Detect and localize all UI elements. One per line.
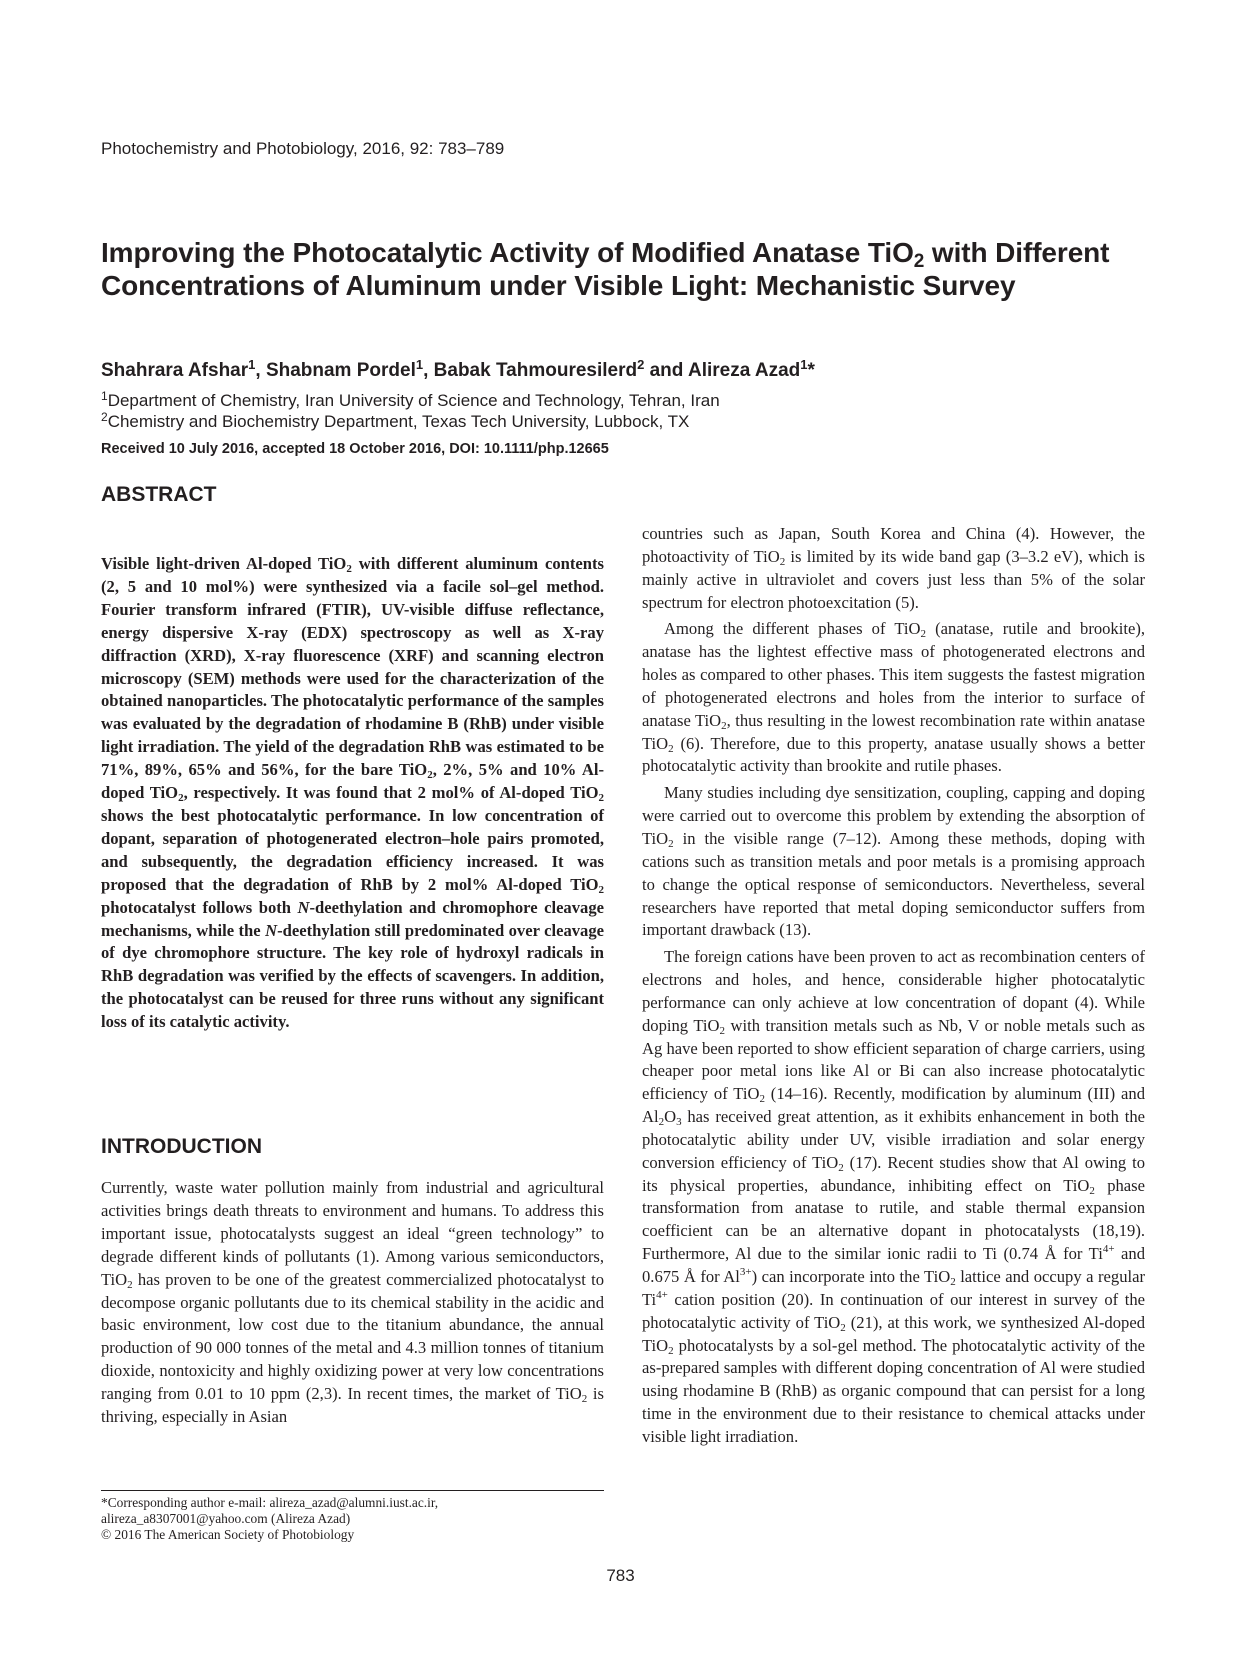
abstract-heading: ABSTRACT bbox=[101, 483, 217, 506]
paragraph: Among the different phases of TiO$_2$ (anatase, rutile and brookite), anatase has the lightest effective mass of photogenerated electrons and holes as compared to other phases. This item suggests the fastest migration of photogenerated electrons and holes from the interior to surface of anatase TiO$_2$, thus resulting in the lowest recombination rate within anatase TiO$_2$ (6). Therefore, due to this property, anatase usually shows a better photocatalytic activity than brookite and rutile phases. bbox=[642, 619, 1145, 776]
title-block bbox=[101, 236, 1141, 302]
corresponding-author-footnote bbox=[101, 1495, 604, 1544]
author-name: Shahrara Afshar bbox=[101, 360, 249, 381]
paragraph: countries such as Japan, South Korea and China (4). However, the photoactivity of TiO$_2$ is limited by its wide band gap (3–3.2 eV), which is mainly active in ultraviolet and covers just less than 5% of the solar spectrum for electron photoexcitation (5). bbox=[642, 524, 1145, 612]
paragraph: Many studies including dye sensitization, coupling, capping and doping were carried out to overcome this problem by extending the absorption of TiO$_2$ in the visible range (7–12). Among these methods, doping with cations such as transition metals and poor metals is a promising approach to change the optical response of semiconductors. Nevertheless, several researchers have reported that metal doping semiconductor suffers from important drawback (13). bbox=[642, 783, 1145, 940]
introduction-heading: INTRODUCTION bbox=[101, 1135, 262, 1158]
author-name: Alireza Azad bbox=[687, 360, 801, 381]
journal-citation: Photochemistry and Photobiology, 2016, 92: 783–789 bbox=[101, 139, 505, 158]
affiliation: $^1$Department of Chemistry, Iran University of Science and Technology, Tehran, Iran bbox=[101, 389, 720, 410]
introduction-body-right bbox=[642, 523, 1145, 1453]
abstract-body: Visible light-driven Al-doped TiO$_2$ with different aluminum contents (2, 5 and 10 mol%) were synthesized via a facile sol–gel method. Fourier transform infrared (FTIR), UV-visible diffuse reflectance, energy dispersive X-ray (EDX) spectroscopy as well as X-ray diffraction (XRD), X-ray fluorescence (XRF) and scanning electron microscopy (SEM) methods were used for the characterization of the obtained nanoparticles. The photocatalytic performance of the samples was evaluated by the degradation of rhodamine B (RhB) under visible light irradiation. The yield of the degradation RhB was estimated to be 71%, 89%, 65% and 56%, for the bare TiO$_2$, 2%, 5% and 10% Al-doped TiO$_2$, respectively. It was found that 2 mol% of Al-doped TiO$_2$ shows the best photocatalytic performance. In low concentration of dopant, separation of photogenerated electron–hole pairs promoted, and subsequently, the degradation efficiency increased. It was proposed that the degradation of RhB by 2 mol% Al-doped TiO$_2$ photocatalyst follows both N-deethylation and chromophore cleavage mechanisms, while the N-deethylation still predominated over cleavage of dye chromophore structure. The key role of hydroxyl radicals in RhB degradation was verified by the effects of scavengers. In addition, the photocatalyst can be reused for three runs without any significant loss of its catalytic activity. bbox=[101, 554, 604, 1032]
introduction-body-left: Currently, waste water pollution mainly from industrial and agricultural activities brings death threats to environment and humans. To address this important issue, photocatalysts suggest an ideal “green technology” to degrade different kinds of pollutants (1). Among various semiconductors, TiO$_2$ has proven to be one of the greatest commercialized photocatalyst to decompose organic pollutants due to its chemical stability in the acidic and basic environment, low cost due to the titanium abundance, the annual production of 90 000 tonnes of the metal and 4.3 million tonnes of titanium dioxide, nontoxicity and highly oxidizing power at very low concentrations ranging from 0.01 to 10 ppm (2,3). In recent times, the market of TiO$_2$ is thriving, especially in Asian bbox=[101, 1178, 604, 1427]
page-number: 783 bbox=[606, 1566, 635, 1585]
footnote-divider bbox=[101, 1490, 604, 1491]
author-name: Babak Tahmouresilerd bbox=[433, 360, 638, 381]
author-list: Shahrara Afshar$^1$, Shabnam Pordel$^1$, Babak Tahmouresilerd$^2$ and Alireza Azad$^1$* bbox=[101, 357, 815, 381]
copyright-line: © 2016 The American Society of Photobiology bbox=[101, 1527, 355, 1543]
author-name: Shabnam Pordel bbox=[265, 360, 416, 381]
received-doi-line: Received 10 July 2016, accepted 18 October 2016, DOI: 10.1111/php.12665 bbox=[101, 441, 609, 457]
affiliations bbox=[101, 390, 720, 432]
corresponding-email: *Corresponding author e-mail: alireza_azad@alumni.iust.ac.ir, alireza_a8307001@yahoo.com (Alireza Azad) bbox=[101, 1495, 439, 1527]
paper-title: Improving the Photocatalytic Activity of Modified Anatase TiO$_2$ with Different Concentrations of Aluminum under Visible Light: Mechanistic Survey bbox=[101, 237, 1110, 301]
affiliation: $^2$Chemistry and Biochemistry Department, Texas Tech University, Lubbock, TX bbox=[101, 410, 690, 431]
paragraph: The foreign cations have been proven to act as recombination centers of electrons and holes, and hence, considerable higher photocatalytic performance can only achieve at low concentration of dopant (4). While doping TiO$_2$ with transition metals such as Nb, V or noble metals such as Ag have been reported to show efficient separation of charge carriers, using cheaper poor metal ions like Al or Bi can also increase photocatalytic efficiency of TiO$_2$ (14–16). Recently, modification by aluminum (III) and $Al_2O_3$ has received great attention, as it exhibits enhancement in both the photocatalytic ability under UV, visible irradiation and solar energy conversion efficiency of TiO$_2$ (17). Recent studies show that Al owing to its physical properties, abundance, inhibiting effect on TiO$_2$ phase transformation from anatase to rutile, and stable thermal expansion coefficient can be an alternative dopant in photocatalysts (18,19). Furthermore, Al due to the similar ionic radii to Ti (0.74 Å for $Ti^{4+}$ and 0.675 Å for $Al^{3+}$) can incorporate into the TiO$_2$ lattice and occupy a regular $Ti^{4+}$ cation position (20). In continuation of our interest in survey of the photocatalytic activity of TiO$_2$ (21), at this work, we synthesized Al-doped TiO$_2$ photocatalysts by a sol-gel method. The photocatalytic activity of the as-prepared samples with different doping concentration of Al were studied using rhodamine B (RhB) as organic compound that can persist for a long time in the environment due to their resistance to chemical attacks under visible light irradiation. bbox=[642, 947, 1146, 1446]
